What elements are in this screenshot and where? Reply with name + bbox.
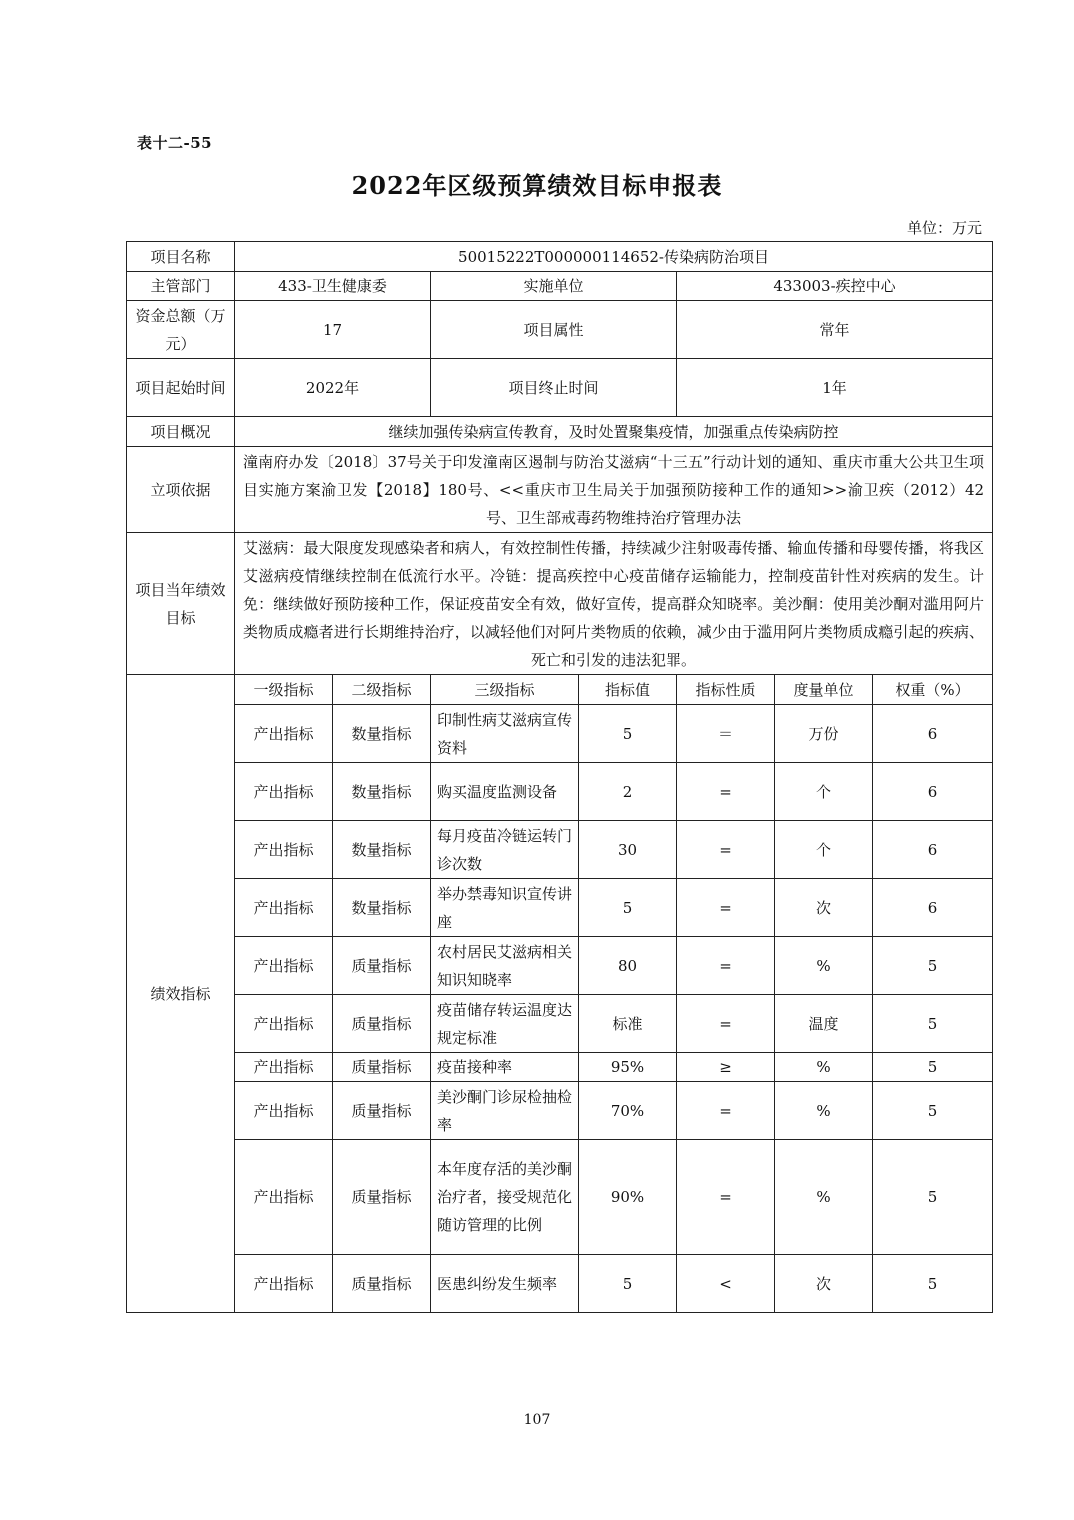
row-project-name [127, 242, 993, 272]
value-cell: 90% [579, 1140, 677, 1255]
level2-cell: 质量指标 [333, 1082, 431, 1140]
header-level3: 三级指标 [431, 675, 579, 705]
nature-cell: = [677, 821, 775, 879]
level2-cell: 质量指标 [333, 1053, 431, 1082]
level3-cell: 美沙酮门诊尿检抽检率 [431, 1082, 579, 1140]
level1-cell: 产出指标 [235, 763, 333, 821]
indicator-row [127, 937, 993, 995]
indicator-section-label: 绩效指标 [127, 675, 235, 1313]
overview-value: 继续加强传染病宣传教育，及时处置聚集疫情，加强重点传染病防控 [235, 417, 993, 447]
value-cell: 标准 [579, 995, 677, 1053]
annual-goal-value: 艾滋病：最大限度发现感染者和病人，有效控制性传播，持续减少注射吸毒传播、输血传播和母婴传播，将我区艾滋病疫情继续控制在低流行水平。冷链：提高疾控中心疫苗储存运输能力，控制疫苗针性对疾病的发生。计免：继续做好预防接种工作，保证疫苗安全有效，做好宣传，提高群众知晓率。美沙酮：使用美沙酮对滥用阿片类物质成瘾者进行长期维持治疗，以减轻他们对阿片类物质的依赖，减少由于滥用阿片类物质成瘾引起的疾病、死亡和引发的违法犯罪。 [235, 533, 993, 675]
level3-cell: 印制性病艾滋病宣传资料 [431, 705, 579, 763]
basis-value: 潼南府办发〔2018〕37号关于印发潼南区遏制与防治艾滋病“十三五”行动计划的通知、重庆市重大公共卫生项目实施方案渝卫发【2018】180号、<<重庆市卫生局关于加强预防接种工作的通知>>渝卫疾（2012）42号、卫生部戒毒药物维持治疗管理办法 [235, 447, 993, 533]
page-number: 107 [523, 1412, 551, 1428]
indicator-header-row [127, 675, 993, 705]
level3-cell: 本年度存活的美沙酮治疗者，接受规范化随访管理的比例 [431, 1140, 579, 1255]
level2-cell: 数量指标 [333, 763, 431, 821]
unit-cell: 温度 [775, 995, 873, 1053]
row-overview [127, 417, 993, 447]
unit-cell: 个 [775, 821, 873, 879]
fund-total-value: 17 [235, 301, 431, 359]
indicator-row [127, 1255, 993, 1313]
indicator-row [127, 995, 993, 1053]
row-annual-goal [127, 533, 993, 675]
weight-cell: 5 [873, 995, 993, 1053]
level1-cell: 产出指标 [235, 995, 333, 1053]
weight-cell: 6 [873, 763, 993, 821]
level2-cell: 数量指标 [333, 705, 431, 763]
level3-cell: 疫苗储存转运温度达规定标准 [431, 995, 579, 1053]
nature-cell: = [677, 1140, 775, 1255]
project-attribute-label: 项目属性 [431, 301, 677, 359]
level3-cell: 购买温度监测设备 [431, 763, 579, 821]
basis-label: 立项依据 [127, 447, 235, 533]
level1-cell: 产出指标 [235, 1082, 333, 1140]
level3-cell: 农村居民艾滋病相关知识知晓率 [431, 937, 579, 995]
row-period [127, 359, 993, 417]
nature-cell: = [677, 937, 775, 995]
header-value: 指标值 [579, 675, 677, 705]
weight-cell: 6 [873, 879, 993, 937]
nature-cell: ≥ [677, 1053, 775, 1082]
level2-cell: 质量指标 [333, 937, 431, 995]
level2-cell: 质量指标 [333, 1255, 431, 1313]
nature-cell: = [677, 995, 775, 1053]
end-time-value: 1年 [677, 359, 993, 417]
table-number: 表十二-55 [137, 134, 213, 152]
indicator-row [127, 1053, 993, 1082]
weight-cell: 5 [873, 1053, 993, 1082]
header-level1: 一级指标 [235, 675, 333, 705]
budget-performance-table [126, 241, 993, 1313]
value-cell: 2 [579, 763, 677, 821]
level1-cell: 产出指标 [235, 879, 333, 937]
level2-cell: 数量指标 [333, 821, 431, 879]
value-cell: 70% [579, 1082, 677, 1140]
value-cell: 30 [579, 821, 677, 879]
implementing-unit-value: 433003-疾控中心 [677, 272, 993, 301]
indicator-row [127, 879, 993, 937]
fund-total-label: 资金总额（万元） [127, 301, 235, 359]
header-level2: 二级指标 [333, 675, 431, 705]
value-cell: 80 [579, 937, 677, 995]
nature-cell: < [677, 1255, 775, 1313]
header-nature: 指标性质 [677, 675, 775, 705]
level1-cell: 产出指标 [235, 821, 333, 879]
indicator-row [127, 705, 993, 763]
nature-cell: ＝ [677, 705, 775, 763]
indicator-row [127, 763, 993, 821]
start-time-value: 2022年 [235, 359, 431, 417]
value-cell: 5 [579, 879, 677, 937]
overview-label: 项目概况 [127, 417, 235, 447]
weight-cell: 6 [873, 821, 993, 879]
project-attribute-value: 常年 [677, 301, 993, 359]
unit-label: 单位：万元 [906, 219, 982, 237]
unit-cell: % [775, 1140, 873, 1255]
document-title: 2022年区级预算绩效目标申报表 [351, 171, 723, 200]
value-cell: 5 [579, 705, 677, 763]
end-time-label: 项目终止时间 [431, 359, 677, 417]
unit-cell: 个 [775, 763, 873, 821]
weight-cell: 5 [873, 1255, 993, 1313]
level2-cell: 质量指标 [333, 995, 431, 1053]
nature-cell: = [677, 763, 775, 821]
level1-cell: 产出指标 [235, 1140, 333, 1255]
nature-cell: = [677, 879, 775, 937]
department-label: 主管部门 [127, 272, 235, 301]
level1-cell: 产出指标 [235, 705, 333, 763]
indicator-row [127, 821, 993, 879]
level1-cell: 产出指标 [235, 1255, 333, 1313]
start-time-label: 项目起始时间 [127, 359, 235, 417]
level3-cell: 每月疫苗冷链运转门诊次数 [431, 821, 579, 879]
level1-cell: 产出指标 [235, 937, 333, 995]
unit-cell: 万份 [775, 705, 873, 763]
level1-cell: 产出指标 [235, 1053, 333, 1082]
row-fund [127, 301, 993, 359]
level2-cell: 数量指标 [333, 879, 431, 937]
project-name-value: 50015222T000000114652-传染病防治项目 [235, 242, 993, 272]
weight-cell: 5 [873, 1082, 993, 1140]
unit-cell: % [775, 1082, 873, 1140]
weight-cell: 5 [873, 1140, 993, 1255]
value-cell: 5 [579, 1255, 677, 1313]
header-unit: 度量单位 [775, 675, 873, 705]
weight-cell: 5 [873, 937, 993, 995]
nature-cell: = [677, 1082, 775, 1140]
indicator-row [127, 1140, 993, 1255]
weight-cell: 6 [873, 705, 993, 763]
implementing-unit-label: 实施单位 [431, 272, 677, 301]
row-department [127, 272, 993, 301]
header-weight: 权重（%） [873, 675, 993, 705]
unit-cell: 次 [775, 1255, 873, 1313]
level3-cell: 疫苗接种率 [431, 1053, 579, 1082]
indicator-row [127, 1082, 993, 1140]
level2-cell: 质量指标 [333, 1140, 431, 1255]
value-cell: 95% [579, 1053, 677, 1082]
project-name-label: 项目名称 [127, 242, 235, 272]
department-value: 433-卫生健康委 [235, 272, 431, 301]
annual-goal-label: 项目当年绩效目标 [127, 533, 235, 675]
unit-cell: % [775, 937, 873, 995]
level3-cell: 举办禁毒知识宣传讲座 [431, 879, 579, 937]
unit-cell: % [775, 1053, 873, 1082]
unit-cell: 次 [775, 879, 873, 937]
level3-cell: 医患纠纷发生频率 [431, 1255, 579, 1313]
row-basis [127, 447, 993, 533]
